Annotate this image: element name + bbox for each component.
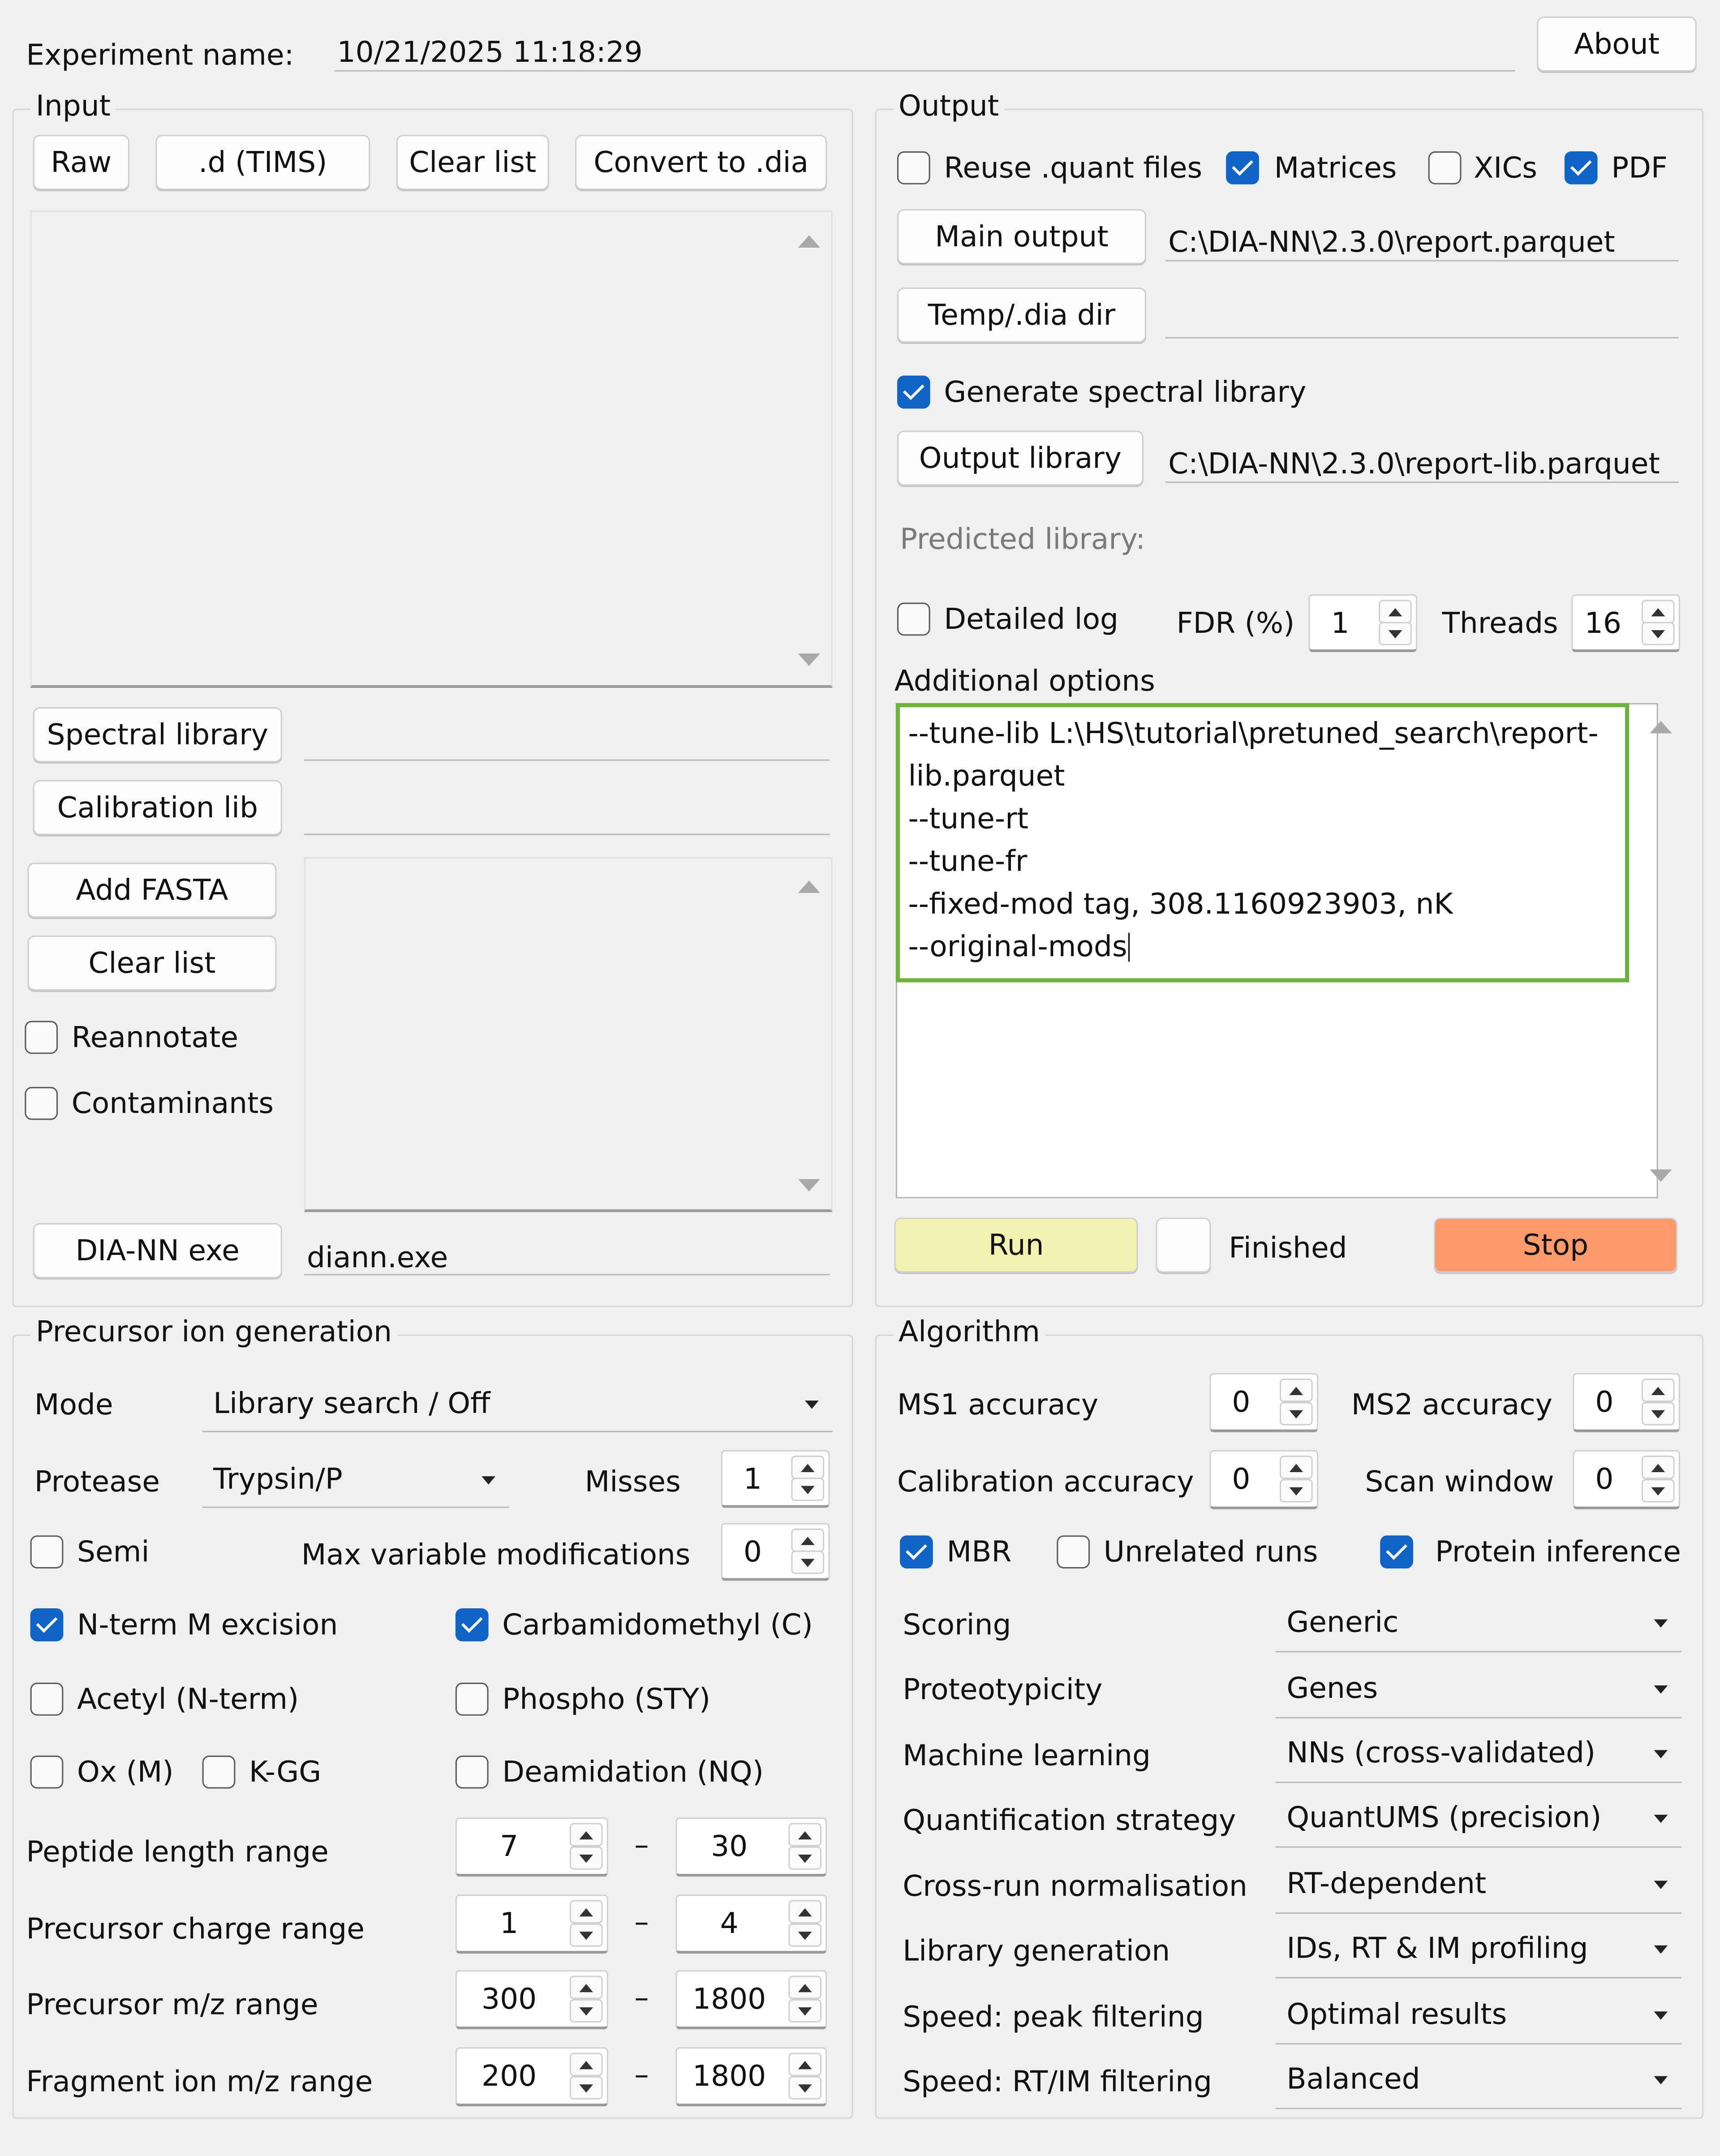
kgg-label: K-GG	[249, 1755, 322, 1789]
protease-dropdown[interactable]	[202, 1450, 509, 1508]
deamidation-checkbox[interactable]	[456, 1756, 489, 1789]
spin-down-icon[interactable]	[570, 1999, 603, 2023]
mbr-checkbox[interactable]	[900, 1535, 933, 1568]
semi-checkbox[interactable]	[30, 1535, 64, 1568]
proteotypicity-dropdown[interactable]	[1276, 1658, 1681, 1718]
predicted-library-label: Predicted library:	[900, 523, 1146, 556]
matrices-label: Matrices	[1274, 151, 1397, 185]
calibration-accuracy-label: Calibration accuracy	[897, 1465, 1194, 1499]
xics-checkbox[interactable]	[1428, 151, 1462, 185]
pdf-label: PDF	[1611, 151, 1668, 185]
additional-options-label: Additional options	[894, 664, 1155, 698]
precursor-mz-label: Precursor m/z range	[26, 1988, 318, 2021]
detailed-log-checkbox[interactable]	[897, 603, 930, 636]
protease-label: Protease	[34, 1465, 160, 1499]
reannotate-label: Reannotate	[71, 1021, 238, 1054]
ms1-accuracy-spinbox[interactable]	[1209, 1373, 1318, 1432]
carbamidomethyl-checkbox[interactable]	[456, 1608, 489, 1641]
speed-rt-im-filtering-value: Balanced	[1286, 2062, 1420, 2095]
calibration-lib-button[interactable]: Calibration lib	[33, 780, 282, 835]
max-var-mods-label: Max variable modifications	[301, 1538, 691, 1572]
mz-min-spinbox[interactable]	[456, 1970, 608, 2029]
fdr-value: 1	[1331, 606, 1350, 639]
scroll-down-icon[interactable]	[1650, 1169, 1672, 1182]
charge-max-spinbox[interactable]	[675, 1894, 827, 1954]
mode-dropdown[interactable]	[202, 1374, 833, 1432]
speed-rt-im-filtering-dropdown[interactable]	[1276, 2049, 1681, 2109]
dia-nn-exe-button[interactable]: DIA-NN exe	[33, 1223, 282, 1278]
d-tims-button[interactable]: .d (TIMS)	[155, 135, 370, 190]
options-scrollbar[interactable]	[1638, 703, 1684, 1198]
spin-up-icon[interactable]	[788, 1900, 821, 1923]
main-output-button[interactable]: Main output	[897, 209, 1146, 264]
spin-down-icon[interactable]	[788, 1924, 821, 1947]
generate-library-checkbox[interactable]	[897, 376, 930, 409]
ms2-accuracy-value: 0	[1595, 1385, 1614, 1419]
spin-down-icon[interactable]	[788, 1999, 821, 2023]
charge-range-label: Precursor charge range	[26, 1912, 365, 1946]
protein-inference-checkbox[interactable]	[1380, 1535, 1413, 1568]
calibration-accuracy-value: 0	[1232, 1462, 1251, 1496]
misses-spinbox[interactable]	[721, 1450, 830, 1508]
max-var-mods-spinbox[interactable]	[721, 1523, 830, 1581]
unrelated-runs-label: Unrelated runs	[1103, 1535, 1318, 1569]
scroll-up-icon[interactable]	[798, 235, 820, 248]
acetyl-checkbox[interactable]	[30, 1683, 64, 1716]
deamidation-label: Deamidation (NQ)	[502, 1755, 764, 1789]
spin-down-icon[interactable]	[1642, 622, 1675, 645]
experiment-name-label: Experiment name:	[26, 39, 294, 72]
raw-files-scrollbar[interactable]	[787, 212, 831, 685]
output-group-title: Output	[893, 92, 1005, 121]
run-button[interactable]: Run	[894, 1218, 1138, 1273]
output-library-input[interactable]	[1165, 446, 1679, 483]
quantification-strategy-label: Quantification strategy	[903, 1804, 1236, 1837]
spin-down-icon[interactable]	[788, 2076, 821, 2100]
spin-down-icon[interactable]	[570, 2076, 603, 2100]
mode-label: Mode	[34, 1388, 113, 1422]
main-output-value: C:\DIA-NN\2.3.0\report.parquet	[1168, 225, 1615, 259]
chevron-down-icon	[1654, 1685, 1668, 1693]
output-library-value: C:\DIA-NN\2.3.0\report-lib.parquet	[1168, 447, 1660, 481]
nterm-m-excision-checkbox[interactable]	[30, 1608, 64, 1641]
frag-min-value: 200	[482, 2059, 537, 2093]
spin-up-icon[interactable]	[1280, 1456, 1313, 1479]
chevron-down-icon	[1654, 2011, 1668, 2019]
threads-value: 16	[1584, 606, 1621, 639]
spin-down-icon[interactable]	[791, 1477, 824, 1501]
spin-up-icon[interactable]	[570, 1900, 603, 1923]
option-line: --original-mods	[908, 933, 1130, 962]
dia-nn-exe-input[interactable]	[304, 1238, 830, 1276]
library-generation-label: Library generation	[903, 1934, 1170, 1967]
misses-label: Misses	[585, 1465, 681, 1499]
finished-label: Finished	[1229, 1231, 1347, 1265]
spin-up-icon[interactable]	[791, 1529, 824, 1552]
raw-files-list[interactable]	[30, 210, 833, 688]
calibration-lib-input[interactable]	[304, 798, 830, 835]
spin-down-icon[interactable]	[1280, 1479, 1313, 1502]
spin-up-icon[interactable]	[570, 1823, 603, 1846]
scoring-value: Generic	[1286, 1605, 1399, 1638]
chevron-down-icon	[1654, 1945, 1668, 1953]
library-generation-value: IDs, RT & IM profiling	[1286, 1931, 1588, 1964]
spin-down-icon[interactable]	[1642, 1479, 1675, 1502]
scroll-up-icon[interactable]	[798, 880, 820, 893]
protein-inference-label: Protein inference	[1435, 1535, 1681, 1569]
finished-indicator	[1156, 1218, 1211, 1273]
cross-run-normalisation-value: RT-dependent	[1286, 1866, 1487, 1899]
library-generation-dropdown[interactable]	[1276, 1918, 1681, 1978]
cross-run-normalisation-dropdown[interactable]	[1276, 1853, 1681, 1914]
spin-up-icon[interactable]	[1280, 1379, 1313, 1402]
frag-max-spinbox[interactable]	[675, 2047, 827, 2106]
spin-up-icon[interactable]	[570, 2053, 603, 2076]
spin-up-icon[interactable]	[1642, 1379, 1675, 1402]
nterm-m-excision-label: N-term M excision	[77, 1608, 338, 1641]
ox-m-label: Ox (M)	[77, 1755, 174, 1789]
reannotate-checkbox[interactable]	[25, 1021, 58, 1054]
unrelated-runs-checkbox[interactable]	[1057, 1535, 1090, 1568]
carbamidomethyl-label: Carbamidomethyl (C)	[502, 1608, 813, 1641]
additional-options-textbox[interactable]	[896, 703, 1658, 1198]
cross-run-normalisation-label: Cross-run normalisation	[903, 1869, 1247, 1903]
chevron-down-icon	[1654, 1814, 1668, 1822]
scoring-label: Scoring	[903, 1608, 1011, 1641]
frag-min-spinbox[interactable]	[456, 2047, 608, 2106]
spin-down-icon[interactable]	[570, 1847, 603, 1870]
spin-up-icon[interactable]	[788, 1976, 821, 1999]
scan-window-label: Scan window	[1365, 1465, 1554, 1499]
reuse-quant-label: Reuse .quant files	[944, 151, 1203, 185]
frag-max-value: 1800	[692, 2059, 766, 2093]
stop-button[interactable]: Stop	[1434, 1218, 1677, 1273]
algorithm-group-title: Algorithm	[893, 1318, 1046, 1347]
reuse-quant-checkbox[interactable]	[897, 151, 930, 185]
phospho-label: Phospho (STY)	[502, 1683, 711, 1716]
peptide-length-label: Peptide length range	[26, 1835, 329, 1868]
temp-dir-button[interactable]: Temp/.dia dir	[897, 288, 1146, 343]
peptide-length-min-spinbox[interactable]	[456, 1817, 608, 1877]
main-output-input[interactable]	[1165, 224, 1679, 262]
ms2-accuracy-spinbox[interactable]	[1573, 1373, 1680, 1432]
spin-down-icon[interactable]	[788, 1847, 821, 1870]
charge-min-value: 1	[500, 1907, 519, 1940]
phospho-checkbox[interactable]	[456, 1683, 489, 1716]
scroll-down-icon[interactable]	[798, 1179, 820, 1192]
temp-dir-input[interactable]	[1165, 301, 1679, 339]
misses-value: 1	[743, 1462, 762, 1495]
peptide-length-max-spinbox[interactable]	[675, 1817, 827, 1877]
ms2-accuracy-label: MS2 accuracy	[1351, 1388, 1552, 1422]
protease-value: Trypsin/P	[213, 1462, 343, 1495]
range-dash: –	[634, 1981, 649, 2014]
quantification-strategy-dropdown[interactable]	[1276, 1787, 1681, 1848]
charge-min-spinbox[interactable]	[456, 1894, 608, 1954]
machine-learning-value: NNs (cross-validated)	[1286, 1735, 1596, 1769]
scan-window-spinbox[interactable]	[1573, 1450, 1680, 1509]
chevron-down-icon	[1654, 1749, 1668, 1757]
about-button[interactable]: About	[1537, 17, 1696, 72]
output-library-button[interactable]: Output library	[897, 431, 1144, 486]
spin-up-icon[interactable]	[791, 1456, 824, 1479]
speed-rt-im-filtering-label: Speed: RT/IM filtering	[903, 2065, 1212, 2098]
spectral-library-input[interactable]	[304, 724, 830, 761]
spin-down-icon[interactable]	[570, 1924, 603, 1947]
range-dash: –	[634, 1828, 649, 1862]
threads-label: Threads	[1442, 606, 1558, 640]
clear-fasta-list-button[interactable]: Clear list	[27, 936, 276, 991]
chevron-down-icon	[1654, 2075, 1668, 2083]
scroll-up-icon[interactable]	[1650, 721, 1672, 734]
spin-up-icon[interactable]	[788, 2053, 821, 2076]
peptide-length-max-value: 30	[711, 1830, 748, 1863]
spin-down-icon[interactable]	[1379, 622, 1412, 645]
ms1-accuracy-label: MS1 accuracy	[897, 1388, 1099, 1422]
chevron-down-icon	[805, 1400, 819, 1408]
scroll-down-icon[interactable]	[798, 653, 820, 666]
scan-window-value: 0	[1595, 1462, 1614, 1496]
input-group-title: Input	[30, 92, 116, 121]
calibration-accuracy-spinbox[interactable]	[1209, 1450, 1318, 1509]
range-dash: –	[634, 2058, 649, 2092]
add-fasta-button[interactable]: Add FASTA	[27, 863, 276, 918]
range-dash: –	[634, 1905, 649, 1939]
spin-down-icon[interactable]	[791, 1550, 824, 1574]
proteotypicity-value: Genes	[1286, 1671, 1378, 1704]
quantification-strategy-value: QuantUMS (precision)	[1286, 1800, 1602, 1834]
mbr-label: MBR	[946, 1535, 1012, 1569]
scoring-dropdown[interactable]	[1276, 1592, 1681, 1652]
fdr-label: FDR (%)	[1176, 606, 1295, 640]
kgg-checkbox[interactable]	[202, 1756, 236, 1789]
mz-min-value: 300	[482, 1982, 537, 2016]
option-line: --tune-fr	[908, 845, 1028, 878]
contaminants-checkbox[interactable]	[25, 1087, 58, 1120]
ms1-accuracy-value: 0	[1232, 1385, 1251, 1419]
spin-down-icon[interactable]	[1280, 1402, 1313, 1425]
threads-spinbox[interactable]	[1571, 594, 1680, 652]
machine-learning-dropdown[interactable]	[1276, 1722, 1681, 1783]
fasta-list-scrollbar[interactable]	[787, 859, 831, 1209]
spin-up-icon[interactable]	[570, 1976, 603, 1999]
contaminants-label: Contaminants	[71, 1087, 274, 1120]
max-var-mods-value: 0	[743, 1534, 762, 1568]
option-line: --tune-lib L:\HS\tutorial\pretuned_search\report-	[908, 717, 1599, 750]
spin-up-icon[interactable]	[1642, 600, 1675, 623]
ox-m-checkbox[interactable]	[30, 1756, 64, 1789]
experiment-name-value: 10/21/2025 11:18:29	[337, 35, 643, 69]
proteotypicity-label: Proteotypicity	[903, 1673, 1103, 1706]
peptide-length-min-value: 7	[500, 1830, 519, 1863]
chevron-down-icon	[1654, 1619, 1668, 1627]
fasta-list[interactable]	[304, 857, 833, 1212]
xics-label: XICs	[1474, 151, 1537, 185]
precursor-group-title: Precursor ion generation	[30, 1318, 398, 1347]
pdf-checkbox[interactable]	[1565, 151, 1598, 185]
spin-up-icon[interactable]	[1642, 1456, 1675, 1479]
speed-peak-filtering-label: Speed: peak filtering	[903, 2000, 1204, 2034]
option-line: --fixed-mod tag, 308.1160923903, nK	[908, 887, 1453, 921]
experiment-name-input[interactable]	[334, 34, 1515, 72]
mz-max-spinbox[interactable]	[675, 1970, 827, 2029]
mz-max-value: 1800	[692, 1982, 766, 2016]
detailed-log-label: Detailed log	[944, 602, 1118, 636]
fragment-mz-label: Fragment ion m/z range	[26, 2065, 373, 2098]
dia-nn-exe-value: diann.exe	[307, 1241, 448, 1274]
acetyl-label: Acetyl (N-term)	[77, 1683, 299, 1716]
semi-label: Semi	[77, 1535, 150, 1569]
spectral-library-button[interactable]: Spectral library	[33, 707, 282, 762]
raw-button[interactable]: Raw	[33, 135, 129, 190]
machine-learning-label: Machine learning	[903, 1739, 1151, 1772]
spin-down-icon[interactable]	[1642, 1402, 1675, 1425]
option-line: --tune-rt	[908, 802, 1028, 835]
spin-up-icon[interactable]	[1379, 600, 1412, 623]
charge-max-value: 4	[720, 1907, 739, 1940]
chevron-down-icon	[1654, 1880, 1668, 1888]
matrices-checkbox[interactable]	[1226, 151, 1259, 185]
generate-library-label: Generate spectral library	[944, 375, 1307, 409]
fdr-spinbox[interactable]	[1308, 594, 1417, 652]
chevron-down-icon	[482, 1476, 495, 1484]
speed-peak-filtering-value: Optimal results	[1286, 1997, 1507, 2030]
convert-to-dia-button[interactable]: Convert to .dia	[575, 135, 827, 190]
spin-up-icon[interactable]	[788, 1823, 821, 1846]
option-line: lib.parquet	[908, 759, 1065, 793]
mode-value: Library search / Off	[213, 1386, 490, 1419]
speed-peak-filtering-dropdown[interactable]	[1276, 1984, 1681, 2044]
clear-list-button[interactable]: Clear list	[396, 135, 549, 190]
